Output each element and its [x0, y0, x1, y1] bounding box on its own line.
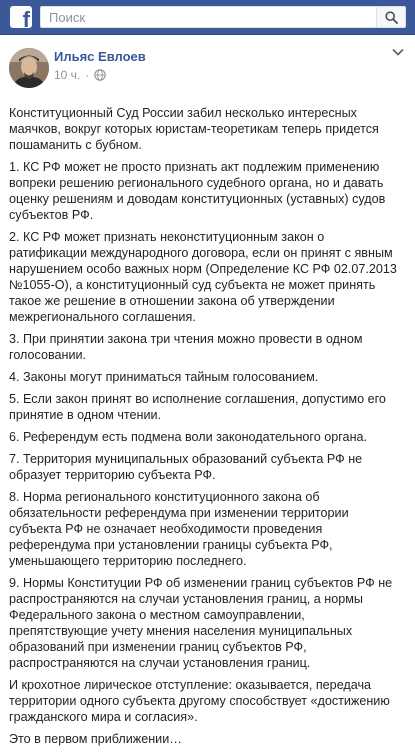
- top-bar: [0, 0, 415, 35]
- search-box[interactable]: [40, 6, 376, 28]
- post-paragraph: 4. Законы могут приниматься тайным голосованием.: [9, 370, 319, 384]
- post-paragraph: 7. Территория муниципальных образований субъекта РФ не образует территорию субъекта РФ.: [9, 452, 363, 482]
- facebook-logo-letter: f: [22, 7, 30, 28]
- author-name[interactable]: Ильяс Евлоев: [54, 49, 146, 64]
- post-paragraph: 5. Если закон принят во исполнение соглашения, допустимо его принятие в одном чтении.: [9, 392, 386, 422]
- avatar-image: [9, 48, 49, 88]
- post-paragraph: 6. Референдум есть подмена воли законодательного органа.: [9, 430, 368, 444]
- post-paragraph: 2. КС РФ может признать неконституционным закон о ратификации международного договора, если он принят с явным нарушением особо важных норм (Определение КС РФ 02.07.2013 №1055-О), а конституционный суд субъекта не может принять такое же решение в отношении закона об утверждении межрегионального соглашения.: [9, 230, 397, 324]
- post-paragraph: 3. При принятии закона три чтения можно провести в одном голосовании.: [9, 332, 363, 362]
- search-input[interactable]: [41, 7, 376, 27]
- globe-icon[interactable]: [94, 69, 106, 81]
- post-time[interactable]: 10 ч.: [54, 68, 81, 82]
- post-paragraph: Конституционный Суд России забил несколько интересных маячков, вокруг которых юристам-теоретикам теперь придется пошаманить с бубном.: [9, 106, 379, 152]
- post-paragraph: 1. КС РФ может не просто признать акт подлежим применению вопреки решению регионального судебного органа, но и давать оценку решениям и доводам конституционных (уставных) судов субъектов РФ.: [9, 160, 386, 222]
- post-paragraph: Это в первом приближении…: [9, 732, 182, 746]
- post-meta: [54, 68, 106, 82]
- post-text: [9, 105, 404, 753]
- search-button[interactable]: [376, 6, 406, 28]
- search-icon: [385, 11, 398, 24]
- meta-separator: ·: [85, 68, 90, 82]
- facebook-logo-icon[interactable]: [10, 6, 32, 28]
- post-paragraph: И крохотное лирическое отступление: оказывается, передача территории одного субъекта другому способствует «достижению гражданского мира и согласия».: [9, 678, 390, 724]
- post-paragraph: 8. Норма регионального конституционного закона об обязательности референдума при изменении территории субъекта РФ не означает необходимости проведения референдума при установлении границы субъекта РФ, уменьшающего территорию последнего.: [9, 490, 349, 568]
- avatar[interactable]: [9, 48, 49, 88]
- chevron-down-icon[interactable]: [392, 48, 404, 56]
- post-paragraph: 9. Нормы Конституции РФ об изменении границ субъектов РФ не распространяются на случаи установления границ, а нормы Федерального закона о местном самоуправлении, препятствующие учету мнения населения муниципальных образований при изменении границ субъектов РФ, распространяются на случаи установления границ.: [9, 576, 393, 670]
